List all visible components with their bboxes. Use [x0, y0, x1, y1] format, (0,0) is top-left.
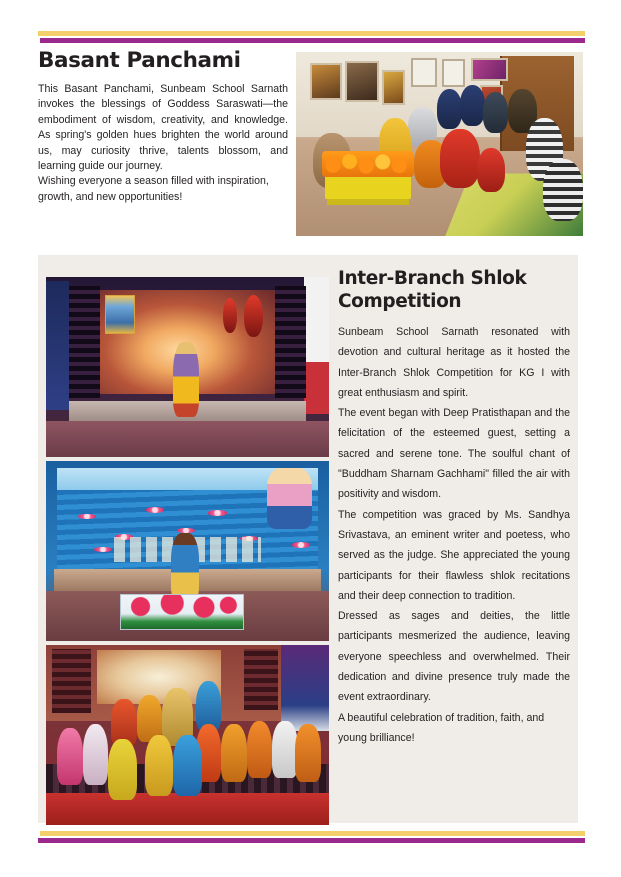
- saraswati-puja-ceremony-photo: [296, 52, 583, 236]
- paragraph: Wishing everyone a season filled with inspiration, growth, and new opportunities!: [38, 175, 269, 203]
- photo-artwork: [46, 277, 329, 457]
- photo-artwork: [296, 52, 583, 236]
- top-border-decoration: [38, 31, 585, 43]
- paragraph: A beautiful celebration of tradition, faith, and young brilliance!: [338, 711, 545, 744]
- page-title-inter-branch-shlok-competition: Inter-Branch Shlok Competition: [338, 268, 527, 312]
- purple-rule-top: [40, 38, 585, 43]
- paragraph: Sunbeam School Sarnath resonated with devotion and cultural heritage as it hosted the Inter-Branch Shlok Competition for KG I with great enthusiasm and spirit.: [338, 326, 570, 399]
- section-inter-branch-shlok-competition: [38, 255, 578, 823]
- purple-rule-bottom: [38, 838, 585, 843]
- page-title-basant-panchami: Basant Panchami: [38, 48, 241, 73]
- photo-artwork: [46, 461, 329, 641]
- paragraph: The competition was graced by Ms. Sandhya Srivastava, an eminent writer and poetess, who served as the judge. She appreciated the young participants for their flawless shlok recitations and their deep connection to tradition.: [338, 508, 570, 602]
- paragraph: The event began with Deep Pratisthapan and the felicitation of the esteemed guest, setting a sacred and serene tone. The soulful chant of "Buddham Sharnam Gachhami" filled the air with positivity and wisdom.: [338, 407, 570, 501]
- section-two-body: [338, 322, 570, 748]
- section-two-photo-column: [46, 277, 329, 829]
- photo-artwork: [46, 645, 329, 825]
- stage-performance-lotus-backdrop-photo: [46, 461, 329, 641]
- section-one-body: [38, 82, 288, 205]
- group-photo-costumed-children: [46, 645, 329, 825]
- paragraph: This Basant Panchami, Sunbeam School Sarnath invokes the blessings of Goddess Saraswati—the embodiment of wisdom, creativity, and knowledge. As spring's golden hues brighten the world around us, may curiosity thrive, talents blossom, and learning guide our journey.: [38, 83, 288, 173]
- stage-performance-child-deity-photo: [46, 277, 329, 457]
- section-two-text-column: [338, 267, 570, 748]
- paragraph: Dressed as sages and deities, the little participants mesmerized the audience, leaving everyone speechless and overwhelmed. Their dedication and divine presence truly made the event extraordinary.: [338, 610, 570, 704]
- bottom-border-decoration: [38, 831, 585, 843]
- section-one-text-column: [38, 48, 288, 205]
